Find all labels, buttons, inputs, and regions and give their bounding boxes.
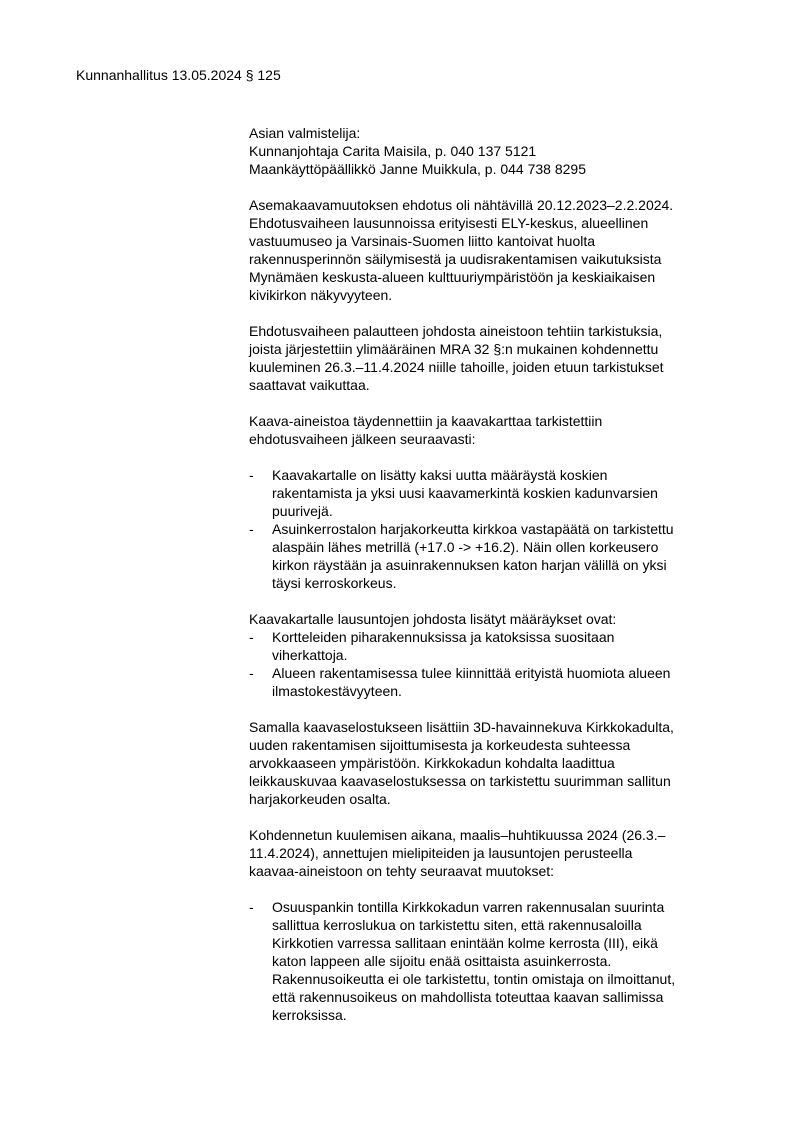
paragraph-3d-illustration <box>249 718 749 808</box>
text-line: ehdotusvaiheen jälkeen seuraavasti: <box>249 431 476 447</box>
paragraph-added-regulations <box>249 610 749 628</box>
text-line: kuuleminen 26.3.–11.4.2024 niille tahoille, joiden etuun tarkistukset <box>249 359 664 375</box>
text-line: arvokkaaseen ympäristöön. Kirkkokadun kohdalta laadittua <box>249 755 615 771</box>
list-dash: - <box>249 467 254 483</box>
list-dash: - <box>249 521 254 537</box>
text-line: kaavaa-aineistoon on tehty seuraavat muutokset: <box>249 863 555 879</box>
text-line: harjakorkeuden osalta. <box>249 791 391 807</box>
text-line: kivikirkon näkyvyyteen. <box>249 287 393 303</box>
paragraph-gap <box>249 448 749 466</box>
paragraph-gap <box>249 880 749 898</box>
text-line: puurivejä. <box>272 503 333 519</box>
text-line: Samalla kaavaselostukseen lisättiin 3D-havainnekuva Kirkkokadulta, <box>249 719 674 735</box>
text-line: Kaavakartalle on lisätty kaksi uutta määräystä koskien <box>272 467 608 483</box>
text-line: rakennusperinnön säilymisestä ja uudisrakentamisen vaikutuksista <box>249 251 662 267</box>
text-line: Kohdennetun kuulemisen aikana, maalis–huhtikuussa 2024 (26.3.– <box>249 827 666 843</box>
text-line: Mynämäen keskusta-alueen kulttuuriympäristöön ja keskiaikaisen <box>249 269 656 285</box>
text-line: Osuuspankin tontilla Kirkkokadun varren rakennusalan suurinta <box>272 899 665 915</box>
paragraph-gap <box>249 178 749 196</box>
preparers-label: Asian valmistelija: <box>249 125 361 141</box>
text-line: Rakennusoikeutta ei ole tarkistettu, tontin omistaja on ilmoittanut, <box>272 971 676 987</box>
text-line: joista järjestettiin ylimääräinen MRA 32 §:n mukainen kohdennettu <box>249 341 659 357</box>
text-line: Kirkkotien varressa sallitaan enintään kolme kerrosta (III), eikä <box>272 935 658 951</box>
text-line: uuden rakentamisen sijoittumisesta ja korkeudesta suhteessa <box>249 737 631 753</box>
text-line: vastuumuseo ja Varsinais-Suomen liitto kantoivat huolta <box>249 233 596 249</box>
paragraph-proposal <box>249 196 749 304</box>
text-line: Ehdotusvaiheen palautteen johdosta aineistoon tehtiin tarkistuksia, <box>249 323 663 339</box>
header-text: Kunnanhallitus 13.05.2024 § 125 <box>76 67 281 83</box>
text-line: Asuinkerrostalon harjakorkeutta kirkkoa vastapäätä on tarkistettu <box>272 521 674 537</box>
preparers-block <box>249 124 749 178</box>
text-line: täysi kerroskorkeus. <box>272 575 397 591</box>
list-dash: - <box>249 629 254 645</box>
text-line: Ehdotusvaiheen lausunnoissa erityisesti ELY-keskus, alueellinen <box>249 215 649 231</box>
paragraph-gap <box>249 304 749 322</box>
text-line: katon lappeen alle sijoitu enää osittaista asuinkerrosta. <box>272 953 612 969</box>
text-line: 11.4.2024), annettujen mielipiteiden ja lausuntojen perusteella <box>249 845 633 861</box>
text-line: Kaava-aineistoa täydennettiin ja kaavakarttaa tarkistettiin <box>249 413 603 429</box>
text-line: saattavat vaikuttaa. <box>249 377 370 393</box>
text-line: Asemakaavamuutoksen ehdotus oli nähtävillä 20.12.2023–2.2.2024. <box>249 197 674 213</box>
text-line: kerroksissa. <box>272 1007 347 1023</box>
paragraph-gap <box>249 592 749 610</box>
paragraph-gap <box>249 808 749 826</box>
text-line: rakentamista ja yksi uusi kaavamerkintä koskien kadunvarsien <box>272 485 658 501</box>
text-line: Kaavakartalle lausuntojen johdosta lisätyt määräykset ovat: <box>249 611 617 627</box>
text-line: sallittua kerroslukua on tarkistettu siten, että rakennusaloilla <box>272 917 642 933</box>
document-header <box>76 66 281 84</box>
paragraph-gap <box>249 700 749 718</box>
text-line: että rakennusoikeus on mahdollista toteuttaa kaavan sallimissa <box>272 989 664 1005</box>
preparer-line: Kunnanjohtaja Carita Maisila, p. 040 137 5121 <box>249 143 537 159</box>
list-item <box>249 664 749 700</box>
paragraph-revisions <box>249 322 749 394</box>
preparer-line: Maankäyttöpäällikkö Janne Muikkula, p. 044 738 8295 <box>249 161 586 177</box>
paragraph-supplements <box>249 412 749 448</box>
text-line: leikkauskuvaa kaavaselostuksessa on tarkistettu suurimman sallitun <box>249 773 671 789</box>
paragraph-targeted-hearing <box>249 826 749 880</box>
list-dash: - <box>249 899 254 915</box>
list-dash: - <box>249 665 254 681</box>
paragraph-gap <box>249 394 749 412</box>
list-item <box>249 520 749 592</box>
list-item <box>249 466 749 520</box>
text-line: Alueen rakentamisessa tulee kiinnittää erityistä huomiota alueen <box>272 665 671 681</box>
text-line: alaspäin lähes metrillä (+17.0 -> +16.2). Näin ollen korkeusero <box>272 539 659 555</box>
text-line: Kortteleiden piharakennuksissa ja katoksissa suositaan <box>272 629 615 645</box>
list-item <box>249 628 749 664</box>
text-line: ilmastokestävyyteen. <box>272 683 402 699</box>
text-line: kirkon räystään ja asuinrakennuksen katon harjan välillä on yksi <box>272 557 667 573</box>
text-line: viherkattoja. <box>272 647 348 663</box>
list-item <box>249 898 749 1024</box>
document-body <box>249 124 749 1024</box>
